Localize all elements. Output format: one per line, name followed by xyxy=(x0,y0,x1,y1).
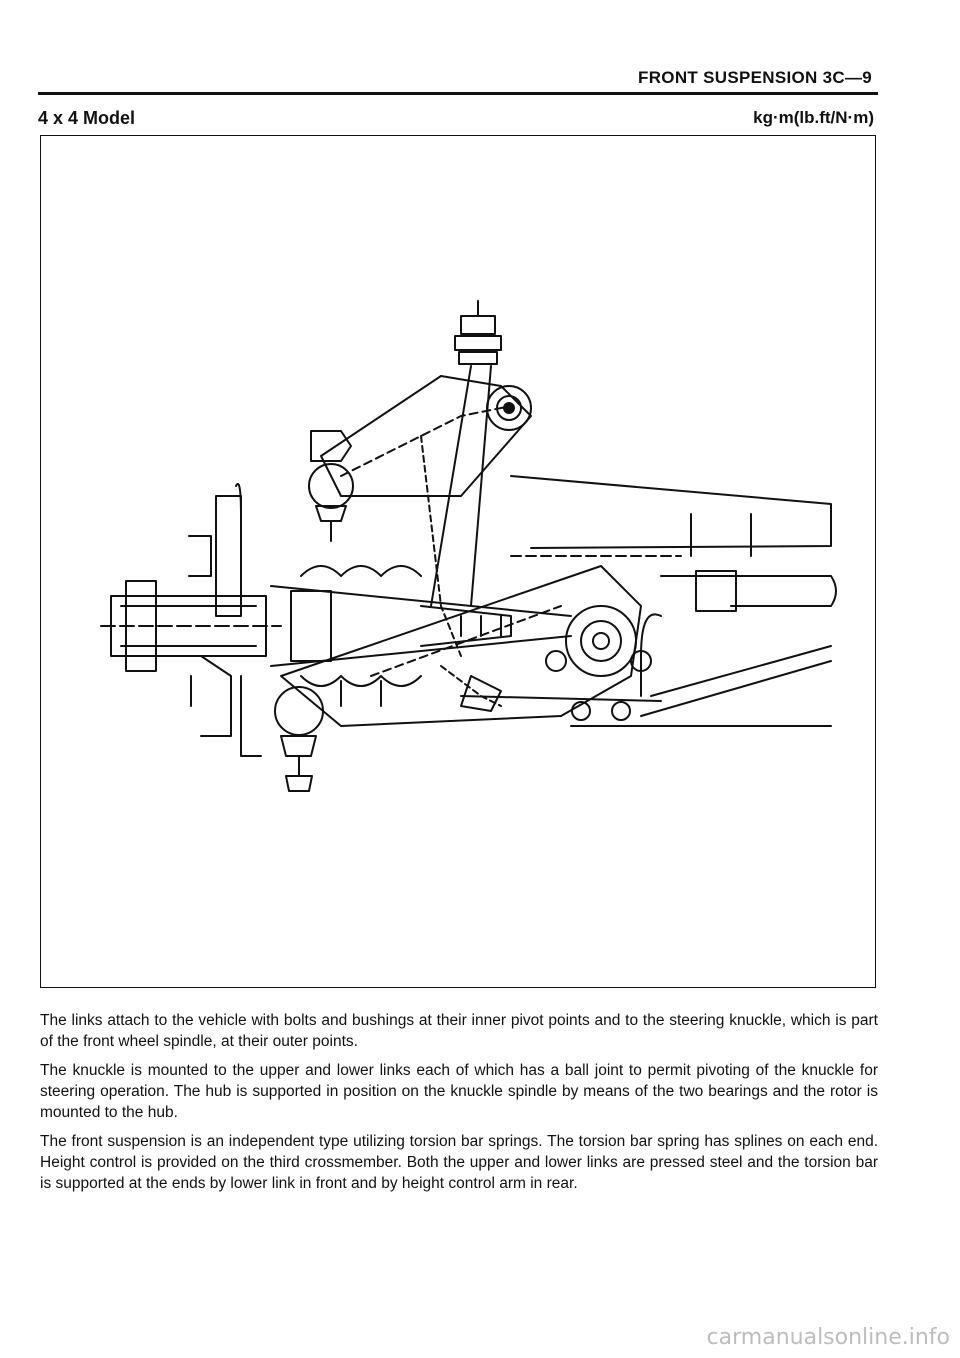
watermark-text: carmanualsonline.info xyxy=(706,1325,950,1350)
paragraph-2: The knuckle is mounted to the upper and lower links each of which has a ball joint to permit pivoting of the knuckle for steering operation. The hub is supported in position on the knuckle spindle by means of the two bearings and the rotor is mounted to the hub. xyxy=(40,1062,878,1121)
suspension-diagram-frame xyxy=(40,135,876,988)
description-text xyxy=(40,1010,878,1202)
paragraph-3: The front suspension is an independent type utilizing torsion bar springs. The torsion bar spring has splines on each end. Height control is provided on the third crossmember. Both the upper and lower links are pressed steel and the torsion bar is supported at the ends by lower link in front and by height control arm in rear. xyxy=(40,1133,878,1192)
model-label: 4 x 4 Model xyxy=(38,108,136,128)
units-label: kg·m(lb.ft/N·m) xyxy=(753,108,874,127)
torsion-bar xyxy=(461,676,661,711)
lower-ball-joint xyxy=(275,681,381,791)
steering-knuckle xyxy=(101,484,281,756)
paragraph-1: The links attach to the vehicle with bolts and bushings at their inner pivot points and to the steering knuckle, which is part of the front wheel spindle, at their outer points. xyxy=(40,1012,878,1050)
page-title: FRONT SUSPENSION 3C—9 xyxy=(638,68,872,87)
page-header xyxy=(38,70,878,95)
upper-ball-joint xyxy=(309,431,353,541)
drive-shaft xyxy=(271,566,571,686)
frame-rail xyxy=(511,476,836,726)
front-suspension-drawing xyxy=(41,136,877,989)
